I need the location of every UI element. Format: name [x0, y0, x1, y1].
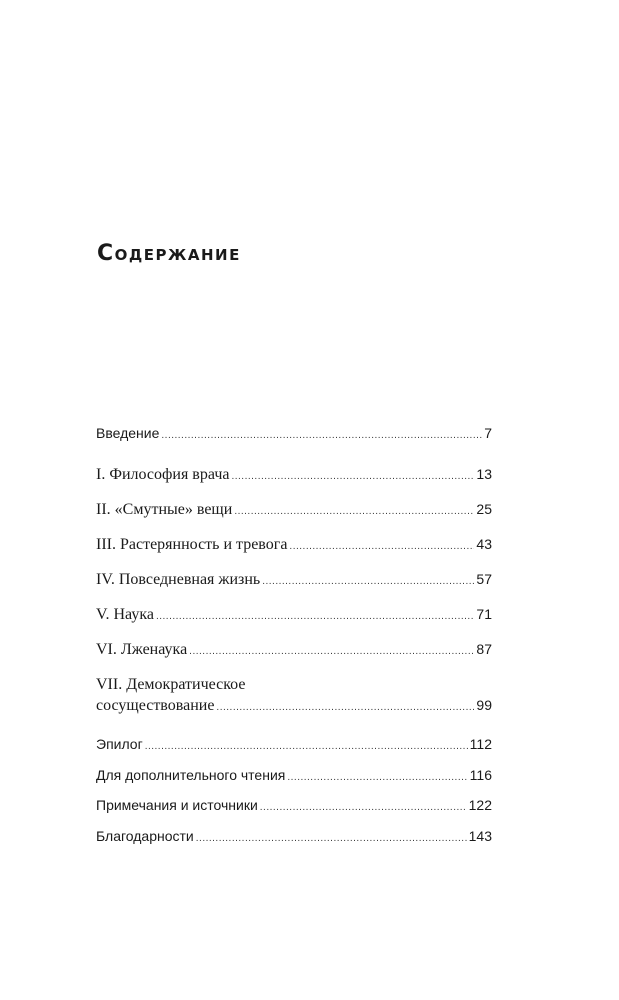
toc-entry-chapter-5[interactable] [96, 606, 492, 624]
toc-entry-label: III. Растерянность и тревога [96, 536, 288, 553]
toc-entry-label: Благодарности [96, 828, 194, 844]
toc-entry-acknowledgements[interactable] [96, 828, 492, 844]
toc-entry-chapter-2[interactable] [96, 501, 492, 519]
dot-leader [262, 576, 474, 587]
toc-entry-label: IV. Повседневная жизнь [96, 571, 261, 588]
toc-entry-label: Примечания и источники [96, 797, 258, 813]
toc-entry-chapter-6[interactable] [96, 641, 492, 659]
toc-entry-page: 112 [469, 736, 492, 752]
toc-entry-epilogue[interactable] [96, 736, 492, 752]
toc-entry-page: 99 [476, 697, 492, 713]
toc-entry-chapter-4[interactable] [96, 571, 492, 589]
toc-entry-page: 116 [469, 767, 492, 783]
toc-entry-page: 57 [476, 571, 492, 587]
dot-leader [145, 741, 468, 752]
toc-entry-page: 143 [468, 828, 492, 844]
toc-entry-label-line-1: VII. Демократическое [96, 676, 246, 693]
toc-entry-label: V. Наука [96, 606, 154, 623]
toc-entry-label-line-2: сосуществование [96, 697, 215, 714]
toc-entry-introduction[interactable] [96, 425, 492, 441]
toc-entry-label: VI. Лженаука [96, 641, 188, 658]
toc-entry-label: Для дополнительного чтения [96, 767, 286, 783]
dot-leader [161, 430, 482, 441]
dot-leader [260, 802, 467, 813]
toc-entry-label: Введение [96, 425, 160, 441]
dot-leader [231, 471, 474, 482]
dot-leader [287, 772, 467, 783]
toc-entry-notes[interactable] [96, 797, 492, 813]
toc-entry-page: 25 [476, 501, 492, 517]
toc-entry-page: 13 [476, 466, 492, 482]
dot-leader [189, 646, 474, 657]
toc-entry-page: 43 [476, 536, 492, 552]
page-title: Содержание [97, 241, 241, 266]
toc-entry-page: 122 [468, 797, 492, 813]
toc-entry-label: II. «Смутные» вещи [96, 501, 233, 518]
toc-entry-label: I. Философия врача [96, 466, 230, 483]
dot-leader [216, 702, 474, 713]
toc-entry-chapter-7-row [96, 697, 492, 715]
toc-entry-further-reading[interactable] [96, 767, 492, 783]
toc-entry-chapter-1[interactable] [96, 466, 492, 484]
toc-entry-page: 71 [476, 606, 492, 622]
dot-leader [234, 506, 474, 517]
dot-leader [289, 541, 474, 552]
toc-entry-page: 87 [476, 641, 492, 657]
toc-entry-page: 7 [484, 425, 492, 441]
dot-leader [196, 833, 467, 844]
dot-leader [156, 611, 474, 622]
toc-entry-chapter-3[interactable] [96, 536, 492, 554]
toc-entry-label: Эпилог [96, 736, 143, 752]
